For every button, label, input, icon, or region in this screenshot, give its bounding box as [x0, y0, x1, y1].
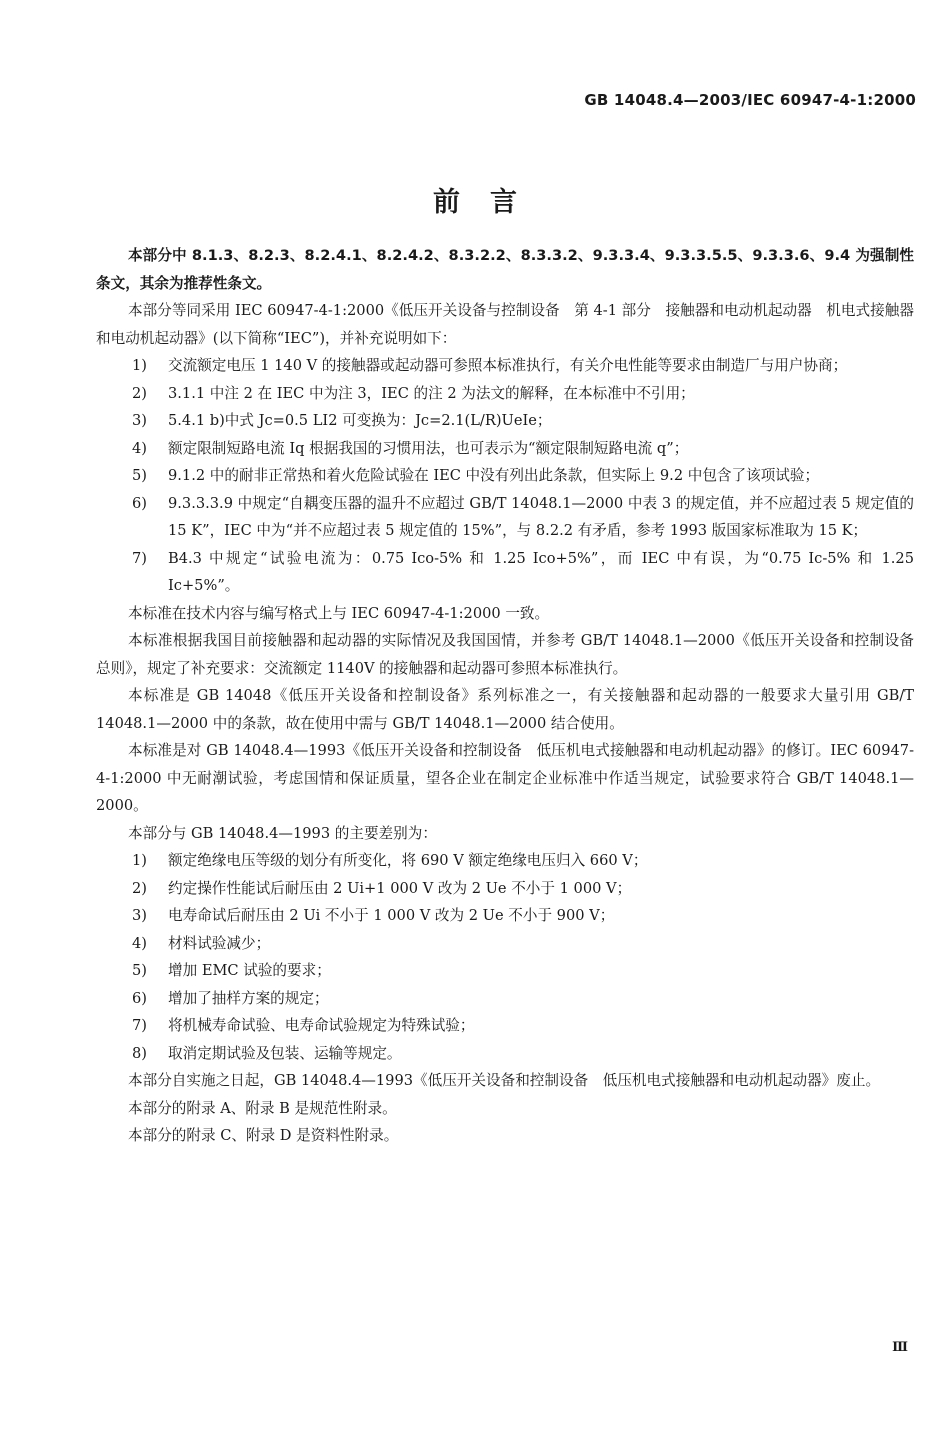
difference-item — [96, 902, 914, 930]
supplement-item-text: B4.3 中规定“试验电流为：0.75 Ico-5% 和 1.25 Ico+5%”，而 IEC 中有误，为“0.75 Ic-5% 和 1.25 Ic+5%”。 — [168, 549, 914, 594]
difference-item-text: 增加了抽样方案的规定； — [168, 989, 329, 1007]
supplement-item-number: 4) — [132, 439, 147, 457]
supplement-list — [96, 352, 914, 600]
adoption-paragraph: 本部分等同采用 IEC 60947-4-1:2000《低压开关设备与控制设备 第 4-1 部分 接触器和电动机起动器 机电式接触器和电动机起动器》(以下简称“IEC”)，并补充说明如下： — [96, 302, 914, 347]
standard-number-header: GB 14048.4—2003/IEC 60947-4-1:2000 — [584, 91, 916, 109]
page-number: Ⅲ — [892, 1340, 908, 1355]
differences-intro-paragraph: 本部分与 GB 14048.4—1993 的主要差别为： — [128, 824, 437, 842]
difference-item — [96, 985, 914, 1013]
supplement-item-text: 9.1.2 中的耐非正常热和着火危险试验在 IEC 中没有列出此条款，但实际上 9.2 中包含了该项试验； — [168, 467, 820, 484]
difference-item-text: 取消定期试验及包装、运输等规定。 — [168, 1044, 402, 1062]
supplement-item-number: 1) — [132, 357, 147, 374]
difference-item — [96, 957, 914, 985]
supplement-item-text: 交流额定电压 1 140 V 的接触器或起动器可参照本标准执行，有关介电性能等要求由制造厂与用户协商； — [168, 357, 848, 374]
difference-item-number: 6) — [132, 989, 147, 1007]
difference-item-number: 1) — [132, 852, 147, 869]
difference-item-number: 5) — [132, 962, 147, 979]
document-body — [96, 242, 929, 1150]
supplement-item-number: 3) — [132, 412, 147, 429]
supplement-item-number: 5) — [132, 467, 147, 484]
supplement-item — [96, 490, 914, 545]
difference-item-number: 7) — [132, 1017, 147, 1034]
difference-item — [96, 1012, 914, 1040]
difference-item — [96, 930, 914, 958]
difference-item — [96, 1040, 914, 1068]
normative-annex-paragraph: 本部分的附录 A、附录 B 是规范性附录。 — [128, 1099, 397, 1117]
supplement-item-text: 5.4.1 b)中式 Jc=0.5 LI2 可变换为：Jc=2.1(L/R)UeIe； — [168, 412, 552, 429]
supplement-item-text: 3.1.1 中注 2 在 IEC 中为注 3，IEC 的注 2 为法文的解释，在本标准中不引用； — [168, 384, 695, 402]
page-title: 前言 — [433, 187, 547, 218]
difference-item-text: 将机械寿命试验、电寿命试验规定为特殊试验； — [168, 1017, 475, 1034]
series-paragraph: 本标准是 GB 14048《低压开关设备和控制设备》系列标准之一，有关接触器和起动器的一般要求大量引用 GB/T 14048.1—2000 中的条款，故在使用中需与 GB/T 14048.1—2000 结合使用。 — [96, 687, 914, 732]
differences-list — [96, 847, 914, 1067]
difference-item-text: 电寿命试后耐压由 2 Ui 不小于 1 000 V 改为 2 Ue 不小于 900 V； — [168, 907, 615, 924]
difference-item-number: 3) — [132, 907, 147, 924]
supplement-item — [96, 545, 914, 600]
supplement-item-number: 7) — [132, 549, 147, 567]
supplement-item — [96, 380, 914, 408]
supplement-item-text: 9.3.3.3.9 中规定“自耦变压器的温升不应超过 GB/T 14048.1—2000 中表 3 的规定值，并不应超过表 5 规定值的 15 K”，IEC 中为“并不应超过表 5 规定值的 15%”，与 8.2.2 有矛盾，参考 1993 版国家标准取为 15 K； — [168, 494, 914, 539]
supplement-item — [96, 352, 914, 380]
difference-item-number: 8) — [132, 1044, 147, 1062]
supplement-item — [96, 407, 914, 435]
difference-item — [96, 847, 914, 875]
difference-item-text: 材料试验减少； — [168, 934, 271, 952]
difference-item — [96, 875, 914, 903]
supplement-item-number: 6) — [132, 494, 147, 512]
supplement-item — [96, 435, 914, 463]
difference-item-number: 4) — [132, 934, 147, 952]
difference-item-text: 额定绝缘电压等级的划分有所变化，将 690 V 额定绝缘电压归入 660 V； — [168, 852, 648, 869]
supplement-item-number: 2) — [132, 384, 147, 402]
consistency-paragraph: 本标准在技术内容与编写格式上与 IEC 60947-4-1:2000 一致。 — [128, 604, 550, 622]
supersede-paragraph: 本部分自实施之日起，GB 14048.4—1993《低压开关设备和控制设备 低压机电式接触器和电动机起动器》废止。 — [128, 1072, 881, 1089]
difference-item-text: 增加 EMC 试验的要求； — [168, 962, 331, 979]
supplement-item-text: 额定限制短路电流 Iq 根据我国的习惯用法，也可表示为“额定限制短路电流 q”； — [168, 439, 689, 457]
supplement-item — [96, 462, 914, 490]
difference-item-text: 约定操作性能试后耐压由 2 Ui+1 000 V 改为 2 Ue 不小于 1 000 V； — [168, 879, 632, 897]
revision-paragraph: 本标准是对 GB 14048.4—1993《低压开关设备和控制设备 低压机电式接触器和电动机起动器》的修订。IEC 60947-4-1:2000 中无耐潮试验，考虑国情和保证质量，望各企业在制定企业标准中作适当规定，试验要求符合 GB/T 14048.1—2000。 — [96, 742, 914, 814]
basis-paragraph: 本标准根据我国目前接触器和起动器的实际情况及我国国情，并参考 GB/T 14048.1—2000《低压开关设备和控制设备 总则》，规定了补充要求：交流额定 1140V 的接触器和起动器可参照本标准执行。 — [96, 632, 929, 677]
informative-annex-paragraph: 本部分的附录 C、附录 D 是资料性附录。 — [128, 1127, 399, 1144]
difference-item-number: 2) — [132, 879, 147, 897]
mandatory-clauses-paragraph: 本部分中 8.1.3、8.2.3、8.2.4.1、8.2.4.2、8.3.2.2、8.3.3.2、9.3.3.4、9.3.3.5.5、9.3.3.6、9.4 为强制性条文，其余为推荐性条文。 — [96, 247, 914, 292]
